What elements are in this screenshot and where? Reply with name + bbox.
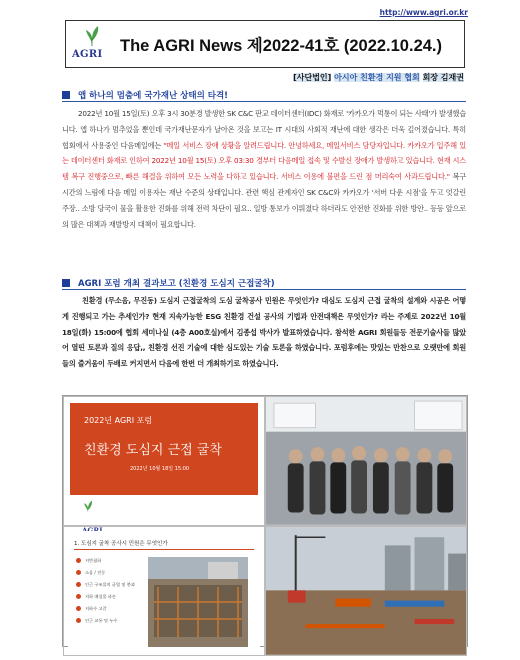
excavation-site-image [148,557,248,647]
section-2-body: 친환경 (무소음, 무진동) 도심지 근접굴착의 도심 굴착공사 민원은 무엇인가? 대심도 도심지 근접 굴착의 설계와 시공은 어떻게 진행되고 가는 추세인가? 현재 지속가능한 ESG 친환경 건설 공사의 기법과 안전대책은 무엇인가? 라는 주제로 2022년 10월 18일(화) 15:00에 협회 세미나실 (4층 A00호실)에서 김종섭 박사가 발표하였습니다. 참석한 AGRI 회원들등 전문기술사들 많았어 열띤 토론과 질의 응답,, 친환경 선진 기술에 대한 심도있는 기술 토론을 하였습니다. 포럼후에는 맛있는 만찬으로 오랫만에 회원들의 즐거움이 두배로 커지면서 다음에 한번 더 개최하기로 하였습니다. [62,296,466,369]
agri-logo [70,21,114,67]
list-item: 지하 매설물 파손 [76,591,135,603]
slide-title: 친환경 도심지 근접 굴착 [84,443,222,458]
leaf-icon [82,500,94,514]
list-item: 지반침하 [76,555,135,567]
logo-text: AGRI [72,49,103,60]
list-item: 인근 구조물의 균열 및 붕괴 [76,579,135,591]
bullet-dot-icon [76,558,81,563]
civil-complaint-slide [63,526,265,656]
bullet-dot-icon [76,618,81,623]
section-heading-text: 앱 하나의 멈춤에 국가재난 상태의 타격! [78,91,229,101]
slide-2-title: 1. 도심지 굴착 공사시 민원은 무엇인가 [74,540,168,547]
publisher-org: 아시아 친환경 지원 협회 [334,73,420,82]
masthead [65,20,465,68]
section-heading-2 [62,277,275,289]
newsletter-title: The AGRI News 제2022-41호 (2022.10.24.) [120,37,442,55]
construction-site-photo [265,526,467,656]
bullet-dot-icon [76,594,81,599]
slide-date: 2022년 10월 18일 15:00 [130,466,190,472]
forum-title-slide [63,396,265,526]
body-text: 2022년 10월 15일(토) 오후 3시 30분경 발생한 SK C&C 판교 데이터센터(IDC) 화재로 '카카오가 먹통이 되는 사태'가 발생했습니다. 앱 하나가 멈추었을 뿐인데 국가재난문자가 날아온 것을 보고는 IT 시대의 사회적 재난에 대한 생각은 더욱 깊어졌습니다. 특히 협회에서 사용중인 다음메일에는 [62,109,466,150]
section-heading-text: AGRI 포럼 개최 결과보고 (친환경 도심지 근접굴착) [78,279,275,289]
publisher-suffix: 회장 김재권 [422,73,464,82]
slide-2-rule [74,549,254,550]
square-bullet-icon [62,91,70,99]
photo-grid [62,395,468,647]
section-heading-1 [62,89,228,101]
group-photo [265,396,467,526]
complaint-list [76,555,135,627]
mail-notice-quote: "메일 서비스 장애 상황을 알려드립니다. 안녕하세요, 메일서비스 담당자입니다. 카카오가 입주해 있는 데이터센터 화재로 인하여 2022년 10월 15(토) 오후 03:30 경부터 다음메일 접속 및 수발신 장애가 발생하고 있습니다. 현재 시스템 복구 진행중으로, 빠른 해결을 위하여 모든 노력을 다하고 있습니다. 서비스 이용에 불편을 드린 점 머리숙여 사과드립니다." [62,140,466,182]
bullet-dot-icon [76,606,81,611]
section-1-body [62,106,466,232]
list-item: 지하수 고갈 [76,603,135,615]
website-url[interactable]: http://www.agri.or.kr [379,8,468,17]
heading-underline [62,289,466,290]
bullet-dot-icon [76,582,81,587]
bullet-dot-icon [76,570,81,575]
publisher-line [293,72,464,83]
publisher-prefix: [사단법인] [293,73,332,82]
list-item: 인근 교통 및 누수 [76,615,135,627]
slide-forum-label: 2022년 AGRI 포럼 [84,416,153,425]
group-photo-image [266,397,466,525]
construction-site-image [266,527,466,655]
square-bullet-icon [62,279,70,287]
heading-underline [62,101,466,102]
body-text: 복구 시간의 느림에 다음 메일 이용자는 재난 수준의 상태입니다. 관련 핵심 관계자인 SK C&C와 카카오가 '서버 다운 시점'을 두고 엇갈린 주장.. 소방 당국이 물을 활용한 진화를 위해 전력 차단이 필요.. 일방 통보가 이뤄졌다 하더라도 안전한 진화를 위한 방안.. 등등 앞으로의 많은 대책과 재발방지 대책이 필요합니다. [62,172,466,229]
leaf-icon [84,25,100,47]
list-item: 소음 / 진동 [76,567,135,579]
